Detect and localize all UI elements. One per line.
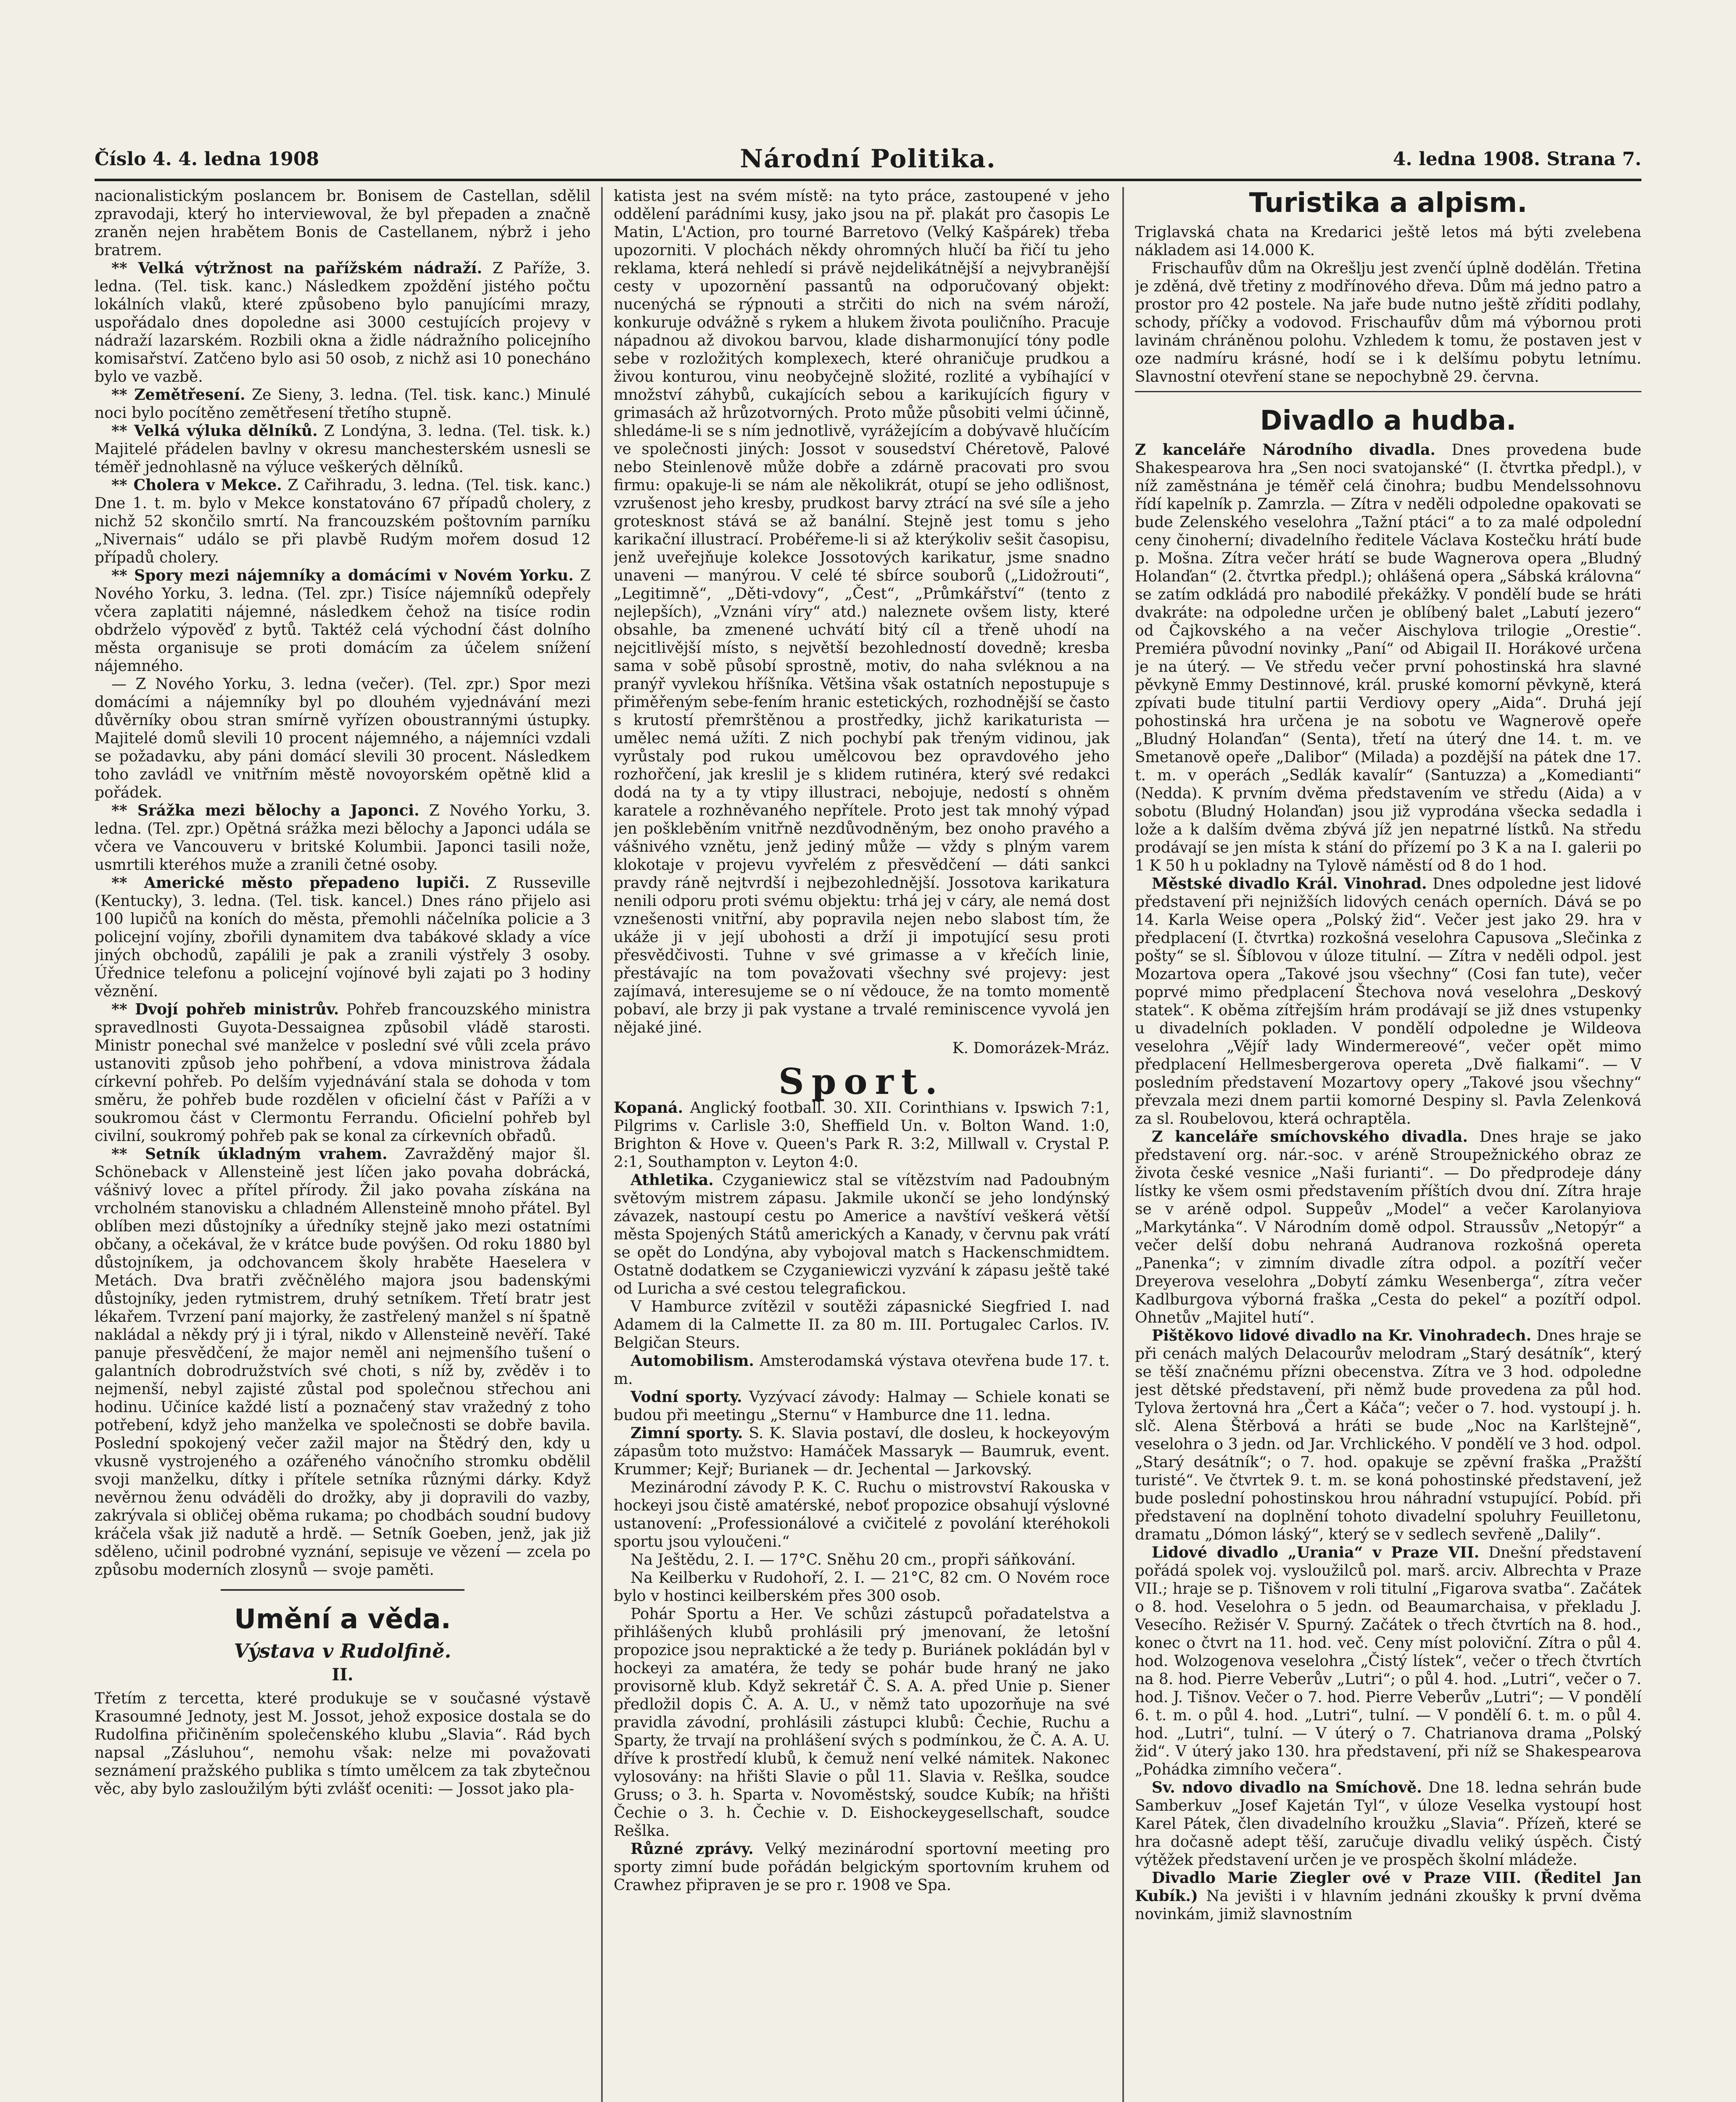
date-and-page: 4. ledna 1908. Strana 7. [1393, 148, 1641, 170]
news-text: Pohřeb francouzského ministra spravedlnosti Guyota-Dessaignea způsobil vládě starosti. Ministr ponechal své manželce v poslední své vůli zcela právo ustanoviti způsob jeho pohřbení, a vdova ministrova žádala církevní pohřeb. Po delším vyjednávání stala se dohoda v tom směru, že pohřeb bude rozdělen v oficielní část v Paříži a v soukromou část v Clermontu Ferrandu. Oficielní pohřeb byl civilní, soukromý pohřeb pak se konal za církevních obřadů. [95, 1001, 591, 1145]
news-item [95, 802, 591, 874]
newspaper-page [95, 141, 1641, 2102]
news-item: — Z Nového Yorku, 3. ledna (večer). (Tel. zpr.) Spor mezi domácími a nájemníky byl po dlouhém vyjednávání mezi důvěrníky obou stran smírně vyřízen oboustrannými ústupky. Majitelé domů slevili 10 procent nájemného, a nájemníci vzdali se požadavku, aby páni domácí slevili 30 procent. Následkem toho zavládl ve vnitřním městě novoyorském opětně klid a pořádek. [95, 676, 591, 801]
theatre-text: Dnes hraje se jako představení org. nár.-soc. v aréně Stroupežnického obraz ze života české vesnice „Naši furianti“. — Do předprodeje dány lístky ke všem osmi představením příštích dvou dní. Zítra hraje se v aréně odpol. Suppeův „Model“ a večer Karolanyiova „Markytánka“. V Národním domě odpol. Straussův „Netopýr“ a večer delší dobu nehraná Audranova rozkošná opereta „Panenka“; v zimním divadle zítra odpol. a pozítří večer Dreyerova veselohra „Dobytí zámku Wesenberga“, zítra večer Kadlburgova výborná fraška „Cesta do pekel“ a pozítří odpol. Ohnetův „Majitel hutí“. [1135, 1128, 1641, 1326]
tourism-item: Triglavská chata na Kredarici ještě letos má býti zvelebena nákladem asi 14.000 K. [1135, 224, 1641, 259]
issue-number: Číslo 4. 4. ledna 1908 [95, 148, 319, 170]
news-headline: ** Dvojí pohřeb ministrův. [111, 1001, 339, 1018]
sport-item: Mezinárodní závody P. K. C. Ruchu o mistrovství Rakouska v hockeyi jsou čistě amatérské, neboť propozice obsahují výslovné ustanovení: „Professionálové a cvičitelé z povolání kteréhokoli sportu jsou vyloučeni.“ [614, 1479, 1110, 1550]
theatre-headline: Pištěkovo lidové divadlo na Kr. Vinohradech. [1152, 1327, 1532, 1344]
news-text: Zavražděný major šl. Schöneback v Allensteině jest líčen jako povaha dobrácká, vášnivý lovec a přítel přírody. Žil jako povaha získána na vrcholném stanovisku a chladném Allensteině mnoho přátel. Byl oblíben mezi důstojníky a úředníky stejně jako mezi ostatními občany, a očekával, že v krátce bude povýšen. Od roku 1880 byl důstojníkem, ja odchovancem školy hraběte Haeselera v Metách. Dva bratři zvěčnělého majora jsou badenskými důstojníky, jeden rytmistrem, druhý setníkem. Třetí bratr jest lékařem. Tvrzení paní majorky, že zastřelený manžel s ní špatně nakládal a někdy prý ji i týral, nikdo v Allensteině nevěří. Také panuje přesvědčení, že major neměl ani nejmenšího tušení o galantních dobrodružstvích své choti, s níž by, zvěděv i to nejmenší, nebyl zajisté zůstal pod společnou střechou ani hodinu. Učiníce každé listí a poznačený stav vražedný z toho potřebení, když jeho manželka ve společnosti se dobře bavila. Poslední spokojený večer zažil major na Štědrý den, kdy u vkusně vystrojeného a ozářeného vánočního stromku obdělil svoji manželku, dítky i přítele setníka různými dárky. Když nevěrnou ženu odváděli do drožky, aby ji dopravili do vazby, zakrývala si obličej oběma rukama; po chodbách soudní budovy kráčela však již nadutě a hrdě. — Setník Goeben, jenž, jak již sděleno, učinil podrobné vyznání, sepisuje ve vězení — zcela po způsobu moderních zlosynů — svoje paměti. [95, 1146, 591, 1579]
section-heading-theatre: Divadlo a hudba. [1260, 405, 1517, 436]
theatre-headline: Z kanceláře Národního divadla. [1135, 441, 1435, 459]
news-item [95, 874, 591, 1001]
sport-item: V Hamburce zvítězil v soutěži zápasnické Siegfried I. nad Adamem di la Calmette II. za 80 m. III. Portugalec Carlos. IV. Belgičan Steurs. [614, 1298, 1110, 1352]
news-headline: ** Spory mezi nájemníky a domácími v Novém Yorku. [111, 567, 574, 584]
sport-item: Na Keilberku v Rudohoří, 2. I. — 21°C, 82 cm. O Novém roce bylo v hostinci keilberském přes 300 osob. [614, 1569, 1110, 1605]
sport-item [614, 1099, 1110, 1171]
sport-headline: Různé zprávy. [631, 1840, 754, 1858]
sport-item [614, 1840, 1110, 1894]
theatre-text: Dnes hraje se při cenách malých Delacourův melodram „Starý desátník“, který se těší značnému přízni obecenstva. Zítra ve 3 hod. odpoledne jest dětské představení, při němž bude provedena za půl hod. Tylova žertovná hra „Čert a Káča“; večer o 7. hod. vystoupí j. h. slč. Alena Štěrbová a hráti se bude „Noc na Karlštejně“, veselohra o 3 jedn. od Jar. Vrchlického. V pondělí ve 3 hod. odpol. „Starý desátník“; o 7. hod. opakuje se zpěvní fraška „Pražští turisté“. Ve čtvrtek 9. t. m. se koná pohostinské představení, jež bude poslední pohostinskou hrou náhradní vstupující. Pobíd. při představení na doplnění tohoto divadelní spoluhry Feuilletonu, dramatu „Dómon láský“, který se v sedlech sevřeně „Dalily“. [1135, 1327, 1641, 1543]
theatre-text: Dne 18. ledna sehrán bude Samberkuv „Josef Kajetán Tyl“, v úloze Veselka vystoupí host Karel Pátek, člen divadelního kroužku „Slavia“. Přízeň, které se hra dočasně adept těší, zaručuje divadlu veliký úspěch. Čistý výtěžek představení určen je ve prospěch školní mládeže. [1135, 1779, 1641, 1869]
news-text: Z Russeville (Kentucky), 3. ledna. (Tel. tisk. kancel.) Dnes ráno přijelo asi 100 lupičů na koních do města, přemohli náčelníka policie a 3 policejní vojíny, zbořili dynamitem dva tabákové sklady a více jiných obchodů, zapálili je pak a zranili výstřely 3 osoby. Úřednice telefonu a policejní vojínové byli zajati po 3 hodiny věznění. [95, 874, 591, 1000]
theatre-item [1135, 1869, 1641, 1923]
news-item [95, 1145, 591, 1579]
news-headline: ** Zemětřesení. [111, 386, 245, 404]
sport-headline: Kopaná. [614, 1099, 683, 1117]
theatre-text: Dnešní představení pořádá spolek voj. vysloužilců pol. marš. arciv. Albrechta v Praze VII.; hraje se p. Tišnovem v roli titulní „Figarova svatba“. Začátek o 8. hod. Veselohra o 5 jedn. od Beaumarchaisa, v překladu J. Vesecího. Režisér V. Spurný. Začátek o třech čtvrtích na 8. hod., konec o čtvrt na 11. hod. več. Ceny míst poloviční. Zítra o půl 4. hod. Wolzogenova veselohra „Čistý lístek“, večer o třech čtvrtích na 8. hod. Pierre Veberův „Lutri“; o půl 4. hod. „Lutri“, večer o 7. hod. J. Tišnov. Večer o 7. hod. Pierre Veberův „Lutri“; — V pondělí 6. t. m. o půl 4. hod. „Lutri“, tulní. — V pondělí 6. t. m. o půl 4. hod. „Lutri“, tulní. — V úterý o 7. Chatrianova drama „Polský žid“. V úterý jako 130. hra představení, při níž se Shakespearova „Pohádka zimního večera“. [1135, 1544, 1641, 1778]
section-divider [221, 1589, 464, 1591]
column-1 [95, 187, 591, 2102]
tourism-section [1135, 187, 1641, 392]
article-part-number: II. [332, 1665, 354, 1685]
column-rule [1122, 187, 1124, 2102]
sport-item [614, 1171, 1110, 1298]
article-signature: K. Domorázek-Mráz. [952, 1040, 1110, 1057]
column-3 [1135, 187, 1641, 2102]
news-headline: ** Cholera v Mekce. [111, 476, 282, 494]
news-item [95, 386, 591, 422]
news-text: Ze Sieny, 3. ledna. (Tel. tisk. kanc.) Minulé noci bylo pocítěno zemětřesení třetího stupně. [95, 386, 591, 422]
theatre-item [1135, 1779, 1641, 1869]
news-headline: ** Velká výtržnost na pařížském nádraží. [111, 259, 482, 277]
news-headline: ** Setník úkladným vrahem. [111, 1145, 388, 1163]
sport-item [614, 1424, 1110, 1479]
news-text: Z Cařihradu, 3. ledna. (Tel. tisk. kanc.) Dne 1. t. m. bylo v Mekce konstatováno 67 případů cholery, z nichž 52 skončilo smrtí. Na francouzském poštovním parníku „Nivernais“ událo se při plavbě Rudým mořem dosud 12 případů cholery. [95, 477, 591, 566]
article-paragraph: katista jest na svém místě: na tyto práce, zastoupené v jeho oddělení parádními kusy, jako jsou na př. plakát pro časopis Le Matin, L'Action, pro tourné Barretovo (Velký Kašpárek) třeba upozorniti. V plochách někdy ohromných hlučí ba řičí tu jeho reklama, která nehledí si právě nejdelikátnější a nejvybranější cesty v upozornění passantů na odporučovaný objekt: nucenýchá se rýpnouti a strčiti do nich na svém nároží, konkuruje odvážně s rykem a hlukem života pouličního. Pracuje nápadnou až divokou barvou, klade disharmonující tóny podle sebe v rozložitých komplexech, které ohraničuje prudkou a živou konturou, vinu neobyčejně složité, rozlité a vybíhající v množství záhybů, cukajících sebou a karikujících figury v grimasách až hrůzotvorných. Proto může působiti velmi účinně, shledáme-li se s ním jednotlivě, vyrážejícím a dobývavě hlučícím ve společnosti jiných: Jossot v sousedství Chéretově, Palové nebo Steinlenově může dobře a zdárně pracovati pro svou firmu: opakuje-li se nám ale několikrát, otupí se jeho odlišnost, vzrušenost jeho kresby, prudkost barvy ztrácí na své síle a jeho grotesknost stává se až banální. Stejně jest tomu s jeho karikační illustrací. Probéřeme-li si až kterýkoliv sešit časopisu, jenž uveřejňuje kolekce Jossotových karikatur, jsme snadno unaveni — manýrou. V celé té sbírce souborů („Lidožrouti“, „Legitimně“, „Děti-vdovy“, „Čest“, „Průmkářství“ (tento z nejlepších), „Vznáni víry“ atd.) naleznete ovšem listy, které obsahle, ba zmenené uchvátí bitý cíl a třeně uhodí na nejcitlivější místo, s největší bezohledností dovedně; kresba sama v sobě působí sprostně, motiv, do naha svléknou a na pranýř vyvlekou hříšníka. Většina však ostatních nepostupuje s přiměřeným sebe-fením hranic estetických, rozhodnější se často s krutostí přemrštěnou a prostředky, jichž karikaturista — umělec nemá užíti. Z nich pochybí pak třeným vidinou, jak vyrůstaly pod rukou umělcovou bez opravdového jeho rozhořčení, jak kreslil je s klidem rutinéra, který své redakci dodá na ty a ty vtipy illustraci, nebojuje, nedostí s ohněm karatele a rozhněvaného nepřítele. Proto jest tak mnohý výpad jen poškleběním vnitřně nezdůvodněným, bez onoho pravého a vášnivého vznětu, jenž jediný může — vždy s plným varem klokotaje v projevu vyvřelém z přesvědčení — dáti sankci pravdy ráně nejtvrdší i nejbezohlednější. Jossotova karikatura nenili odporu proti svému objektu: trhá jej v cáry, ale nemá dost vznešenosti vnitřní, aby popravila nejen nebo slabost tím, že ukáže ji v její ubohosti a drží ji impotující sesu proti přesvědčivosti. Tuhne v své grimasse a v křečích linie, přestávajíc na tom považovati všechny své projevy: jest zajímavá, interesujeme se o ní vědouce, že na tomto momentě pobaví, ale brzy ji pak vystane a trvalé reminiscence vyvolá jen nějaké jiné. [614, 187, 1110, 1036]
theatre-item [1135, 1128, 1641, 1327]
section-heading-sport: Sport. [778, 1061, 945, 1102]
article-title-exhibition: Výstava v Rudolfině. [234, 1640, 451, 1662]
theatre-headline: Lidové divadlo „Urania“ v Praze VII. [1152, 1544, 1480, 1561]
section-heading-culture: Umění a věda. [234, 1604, 451, 1635]
sport-item: Na Ještědu, 2. I. — 17°C. Sněhu 20 cm., propři sáňkování. [631, 1551, 1076, 1569]
theatre-text: Dnes provedena bude Shakespearova hra „Sen noci svatojanské“ (I. čtvrtka předpl.), v níž zaměstnána je téměř celá činohra; budbu Mendelssohnovu řídí kapelník p. Zamrzla. — Zítra v neděli odpoledne opakovati se bude Zelenského veselohra „Tažní ptáci“ a to za malé odpolední ceny činoherní; divadelního ředitele Václava Kostečku hrátí bude p. Mošna. Zítra večer hrátí se bude Wagnerova opera „Bludný Holanďan“ (2. čtvrtka předpl.); ohlášená opera „Sábská královna“ se zatím odkládá pro nabodilé překážky. V pondělí bude se hráti dvakráte: na odpoledne určen je oblíbený balet „Labutí jezero“ od Čajkovského a na večer Aischylova trilogie „Orestie“. Premiéra původní novinky „Paní“ od Abigail II. Horákové určena je na úterý. — Ve středu večer první pohostinská hra slavné pěvkyně Emmy Destinnové, král. pruské komorní pěvkyně, která zpívati bude titulní partii Verdiovy opery „Aida“. Druhá její pohostinská hra určena je na sobotu ve Wagnerově opeře „Bludný Holanďan“ (Senta), třetí na úterý dne 14. t. m. ve Smetanově opeře „Dalibor“ (Milada) a pozdější na pátek dne 17. t. m. v operách „Sedlák kavalír“ (Santuzza) a „Komedianti“ (Nedda). K prvním dvěma představením ve středu (Aida) a v sobotu (Bludný Holanďan) jsou již vyprodána všecka sedadla i lože a k dalším dvěma zbývá jíž jen nepatrné lístků. Na středu prodávají se jen místa k stání do přízemí po 3 K a na I. galerii po 1 K 50 h u pokladny na Tylově náměstí od 8 do 1 hod. [1135, 441, 1641, 874]
sport-item [614, 1352, 1110, 1388]
sport-item: Pohár Sportu a Her. Ve schůzi zástupců pořadatelstva a přihlášených klubů prohlásili prý jmenovaní, že letošní propozice jsou nepraktické a že tedy p. Buriánek pokládán byl v hockeyi za amatéra, že tedy se pohár bude hraný ne jako provisorně klub. Když sekretář Č. S. A. A. před Unie p. Siener předložil dopis Č. A. A. U., v němž tato upozorňuje na své pravidla závodní, prohlásili zástupci klubů: Čechie, Ruchu a Sparty, že trvají na prohlášení svých s podmínkou, že Č. A. A. U. dříve k prostředí klubů, k čemuž není velké námitek. Nakonec vylosovány: na hřišti Slavie o půl 11. Slavia v. Rešlka, soudce Gruss; o 3. h. Sparta v. Novoměstský, soudce Kubík; na hřišti Čechie o 3. h. Čechie v. D. Eishockeygesellschaft, soudce Rešlka. [614, 1606, 1110, 1840]
news-item [95, 422, 591, 476]
sport-text: Velký mezinárodní sportovní meeting pro sporty zimní bude pořádán belgickým sportovním kruhem od Crawhez připraven je se pro r. 1908 ve Spa. [614, 1841, 1110, 1894]
theatre-text: Dnes odpoledne jest lidové představení při nejnižších lidových cenách operních. Dává se po 14. Karla Weise opera „Polský žid“. Večer jest jako 29. hra v předplacení (I. čtvrtka) rozkošná veselohra Capusova „Slečinka z pošty“ se sl. Šíblovou v úloze titulní. — Zítra v neděli odpol. jest Mozartova opera „Takové jsou všechny“ (Cosi fan tute), večer poprvé mimo předplacení Štechova nová veselohra „Deskový statek“. K oběma zítřejším hrám prodávají se již dnes vstupenky u divadelních pokladen. V pondělí odpoledne je Wildeova veselohra „Vějíř lady Windermereové“, večer opět mimo předplacení Hellmesbergerova opereta „Dvě fialkami“. — V posledním představení Mozartovy opery „Takové jsou všechny“ převzala mezi dnem partii komorné Despiny sl. Pavla Zelenková za sl. Roubelovou, která ochraptěla. [1135, 875, 1641, 1128]
theatre-headline: Městské divadlo Král. Vinohrad. [1152, 875, 1427, 893]
news-text: Z Nového Yorku, 3. ledna. (Tel. zpr.) Opětná srážka mezi bělochy a Japonci udála se včera ve Vancouveru v britské Kolumbii. Japonci tasili nože, usmrtili kteréhos muže a zranili četné osoby. [95, 802, 591, 874]
tourism-item: Frischaufův dům na Okrešlju jest zvenčí úplně dodělán. Třetina je zděná, dvě třetiny z modřínového dřeva. Dům má jedno patro a prostor pro 42 postele. Na jaře bude nutno ještě zříditi podlahy, schody, příčky a vodovod. Frischaufův dům má výbornou proti lavinám chráněnou polohu. Vzhledem k tomu, že postaven jest v oze nadmíru krásné, hodí se i k delšímu pobytu letnímu. Slavnostní otevření stane se nepochybně 29. června. [1135, 260, 1641, 386]
page-header [95, 141, 1641, 181]
theatre-headline: Z kanceláře smíchovského divadla. [1152, 1128, 1468, 1146]
column-rule [601, 187, 603, 2102]
sport-text: Amsterodamská výstava otevřena bude 17. t. m. [614, 1352, 1110, 1388]
sport-headline: Athletika. [631, 1171, 714, 1189]
sport-text: Czyganiewicz stal se vítězstvím nad Padoubným světovým mistrem zápasu. Jakmile ukončí se jeho londýnský závazek, nastoupí cestu po Americe a navštíví veškerá větší města Spojených Států amerických a Kanady, v červnu pak vrátí se opět do Londýna, aby vybojoval match s Hackenschmidtem. Ostatně dodatkem se Czyganiewiczi vyzvání k zápasu ještě také od Luricha a své cestou telegrafickou. [614, 1172, 1110, 1297]
article-paragraph: nacionalistickým poslancem br. Bonisem de Castellan, sdělil zpravodaji, který ho interviewoval, že byl přepaden a značně zraněn nejen hrabětem Bonis de Castellanem, nýbrž i jeho bratrem. [95, 187, 591, 259]
news-item [95, 1001, 591, 1145]
sport-text: Vyzývací závody: Halmay — Schiele konati se budou při meetingu „Sternu“ v Hamburce dne 11. ledna. [614, 1389, 1110, 1424]
article-paragraph: Třetím z tercetta, které produkuje se v současné výstavě Krasoumné Jednoty, jest M. Jossot, jehož exposice dostala se do Rudolfina přičiněním společenského klubu „Slavia“. Rád bych napsal „Zásluhou“, nemohu však: nelze mi považovati seznámení pražského publika s tímto umělcem za tak zbytečnou věc, aby bylo zasloužilým býti zvlášť oceniti: — Jossot jako pla- [95, 1690, 591, 1798]
sport-headline: Automobilism. [631, 1352, 754, 1370]
column-2 [614, 187, 1110, 2102]
sport-item [614, 1388, 1110, 1424]
theatre-item [1135, 875, 1641, 1128]
news-item [95, 476, 591, 567]
news-item [95, 259, 591, 386]
news-headline: ** Velká výluka dělníků. [111, 422, 318, 440]
news-headline: ** Americké město přepadeno lupiči. [111, 874, 470, 892]
news-text: Z Londýna, 3. ledna. (Tel. tisk. k.) Majitelé přádelen bavlny v okresu manchesterském usnesli se téměř jednohlasně na výluce veškerých dělníků. [95, 423, 591, 476]
news-text: Z Nového Yorku, 3. ledna. (Tel. zpr.) Tisíce nájemníků odepřely včera zaplatiti nájemné, následkem čehož na tisíce rodin obdrželo výpověď z bytů. Taktéž celá východní část dolního města organisuje se proti domácím za účelem snížení nájemného. [95, 567, 591, 675]
news-headline: ** Srážka mezi bělochy a Japonci. [111, 802, 419, 819]
sport-text: Anglický football. 30. XII. Corinthians v. Ipswich 7:1, Pilgrims v. Carlisle 3:0, Sheffield Un. v. Bolton Wand. 1:0, Brighton & Hove v. Queen's Park R. 3:2, Millwall v. Crystal P. 2:1, Southampton v. Leyton 4:0. [614, 1099, 1110, 1171]
theatre-item [1135, 441, 1641, 875]
theatre-item [1135, 1327, 1641, 1544]
sport-headline: Zimní sporty. [631, 1424, 743, 1442]
theatre-headline: Sv. ndovo divadlo na Smíchově. [1152, 1779, 1422, 1796]
news-item [95, 567, 591, 675]
masthead: Národní Politika. [740, 144, 996, 174]
theatre-headline: Divadlo Marie Ziegler ové v Praze VIII. (Ředitel Jan Kubík.) [1135, 1869, 1641, 1905]
theatre-item [1135, 1544, 1641, 1779]
news-text: Z Paříže, 3. ledna. (Tel. tisk. kanc.) Následkem zpoždění jistého počtu lokálních vlaků, které způsobeno bylo panujícími mrazy, uspořádalo dnes dopoledne asi 3000 cestujících projevy v nádraží lazarském. Rozbili okna a židle nádražního policejního komisařství. Zatčeno bylo asi 50 osob, z nichž asi 10 ponecháno bylo ve vazbě. [95, 260, 591, 386]
section-heading-tourism: Turistika a alpism. [1249, 187, 1528, 219]
theatre-text: Na jevišti i v hlavním jednáni zkoušky k první dvěma novinkám, jimiž slavnostním [1135, 1888, 1641, 1923]
sport-headline: Vodní sporty. [631, 1388, 742, 1406]
sport-text: S. K. Slavia postaví, dle dosleu, k hockeyovým zápasům toto mužstvo: Hamáček Massaryk — Baumruk, event. Krummer; Kejř; Burianek — dr. Jechental — Jarkovský. [614, 1425, 1110, 1478]
